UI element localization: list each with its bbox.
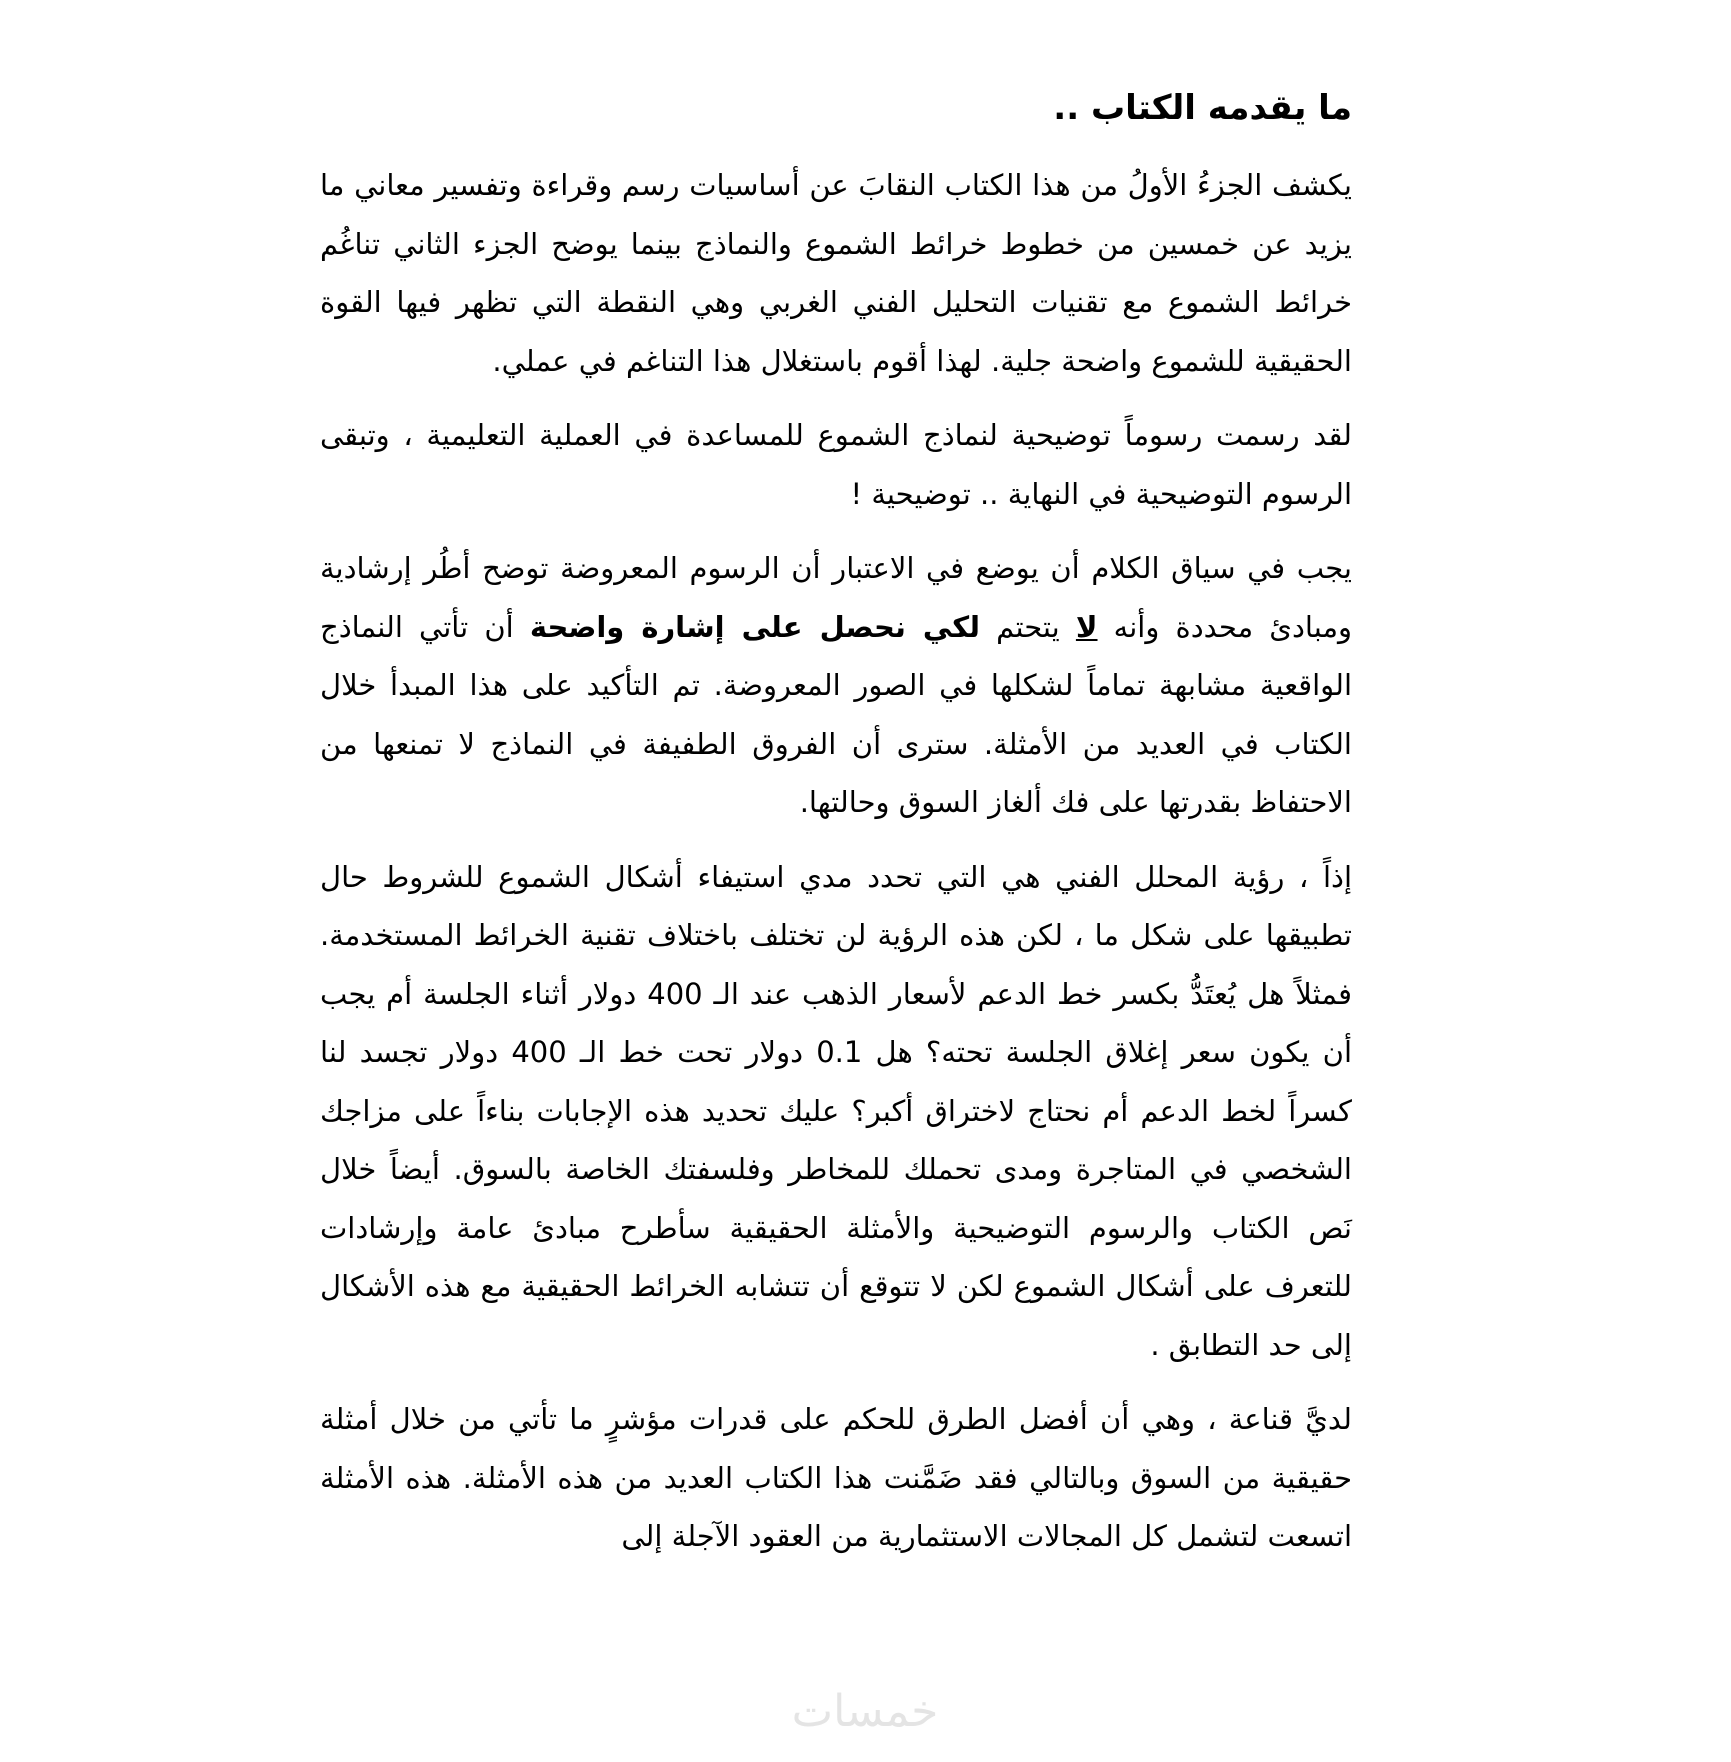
- emphasis-bold-clear-signal: لكي نحصل على إشارة واضحة: [529, 609, 980, 644]
- paragraph-3-part-3: أن تأتي النماذج الواقعية مشابهة تماماً لشكلها في الصور المعروضة. تم التأكيد على هذا المبدأ خلال الكتاب في العديد من الأمثلة. سترى أن الفروق الطفيفة في النماذج لا تمنعها من الاحتفاظ بقدرتها على فك ألغاز السوق وحالتها.: [320, 609, 1352, 819]
- paragraph-2: لقد رسمت رسوماً توضيحية لنماذج الشموع للمساعدة في العملية التعليمية ، وتبقى الرسوم التوضيحية في النهاية .. توضيحية !: [320, 418, 1352, 511]
- paragraph-5: لديَّ قناعة ، وهي أن أفضل الطرق للحكم على قدرات مؤشرٍ ما تأتي من خلال أمثلة حقيقية من السوق وبالتالي فقد ضَمَّنت هذا الكتاب العديد من هذه الأمثلة. هذه الأمثلة اتسعت لتشمل كل المجالات الاستثمارية من العقود الآجلة إلى: [320, 1402, 1352, 1553]
- document-page: [320, 80, 1352, 1582]
- paragraph-3: [320, 539, 1352, 832]
- paragraph-3-part-2: يتحتم: [979, 609, 1076, 644]
- emphasis-underlined-no: لا: [1075, 609, 1098, 644]
- paragraph-3-part-1: يجب في سياق الكلام أن يوضع في الاعتبار أن الرسوم المعروضة توضح أطُر إرشادية ومبادئ محددة وأنه: [320, 551, 1352, 644]
- section-heading: ما يقدمه الكتاب ..: [1053, 88, 1352, 128]
- paragraph-4: إذاً ، رؤية المحلل الفني هي التي تحدد مدي استيفاء أشكال الشموع للشروط حال تطبيقها على شكل ما ، لكن هذه الرؤية لن تختلف باختلاف تقنية الخرائط المستخدمة. فمثلاً هل يُعتَدُّ بكسر خط الدعم لأسعار الذهب عند الـ 400 دولار أثناء الجلسة أم يجب أن يكون سعر إغلاق الجلسة تحته؟ هل 0.1 دولار تحت خط الـ 400 دولار تجسد لنا كسراً لخط الدعم أم نحتاج لاختراق أكبر؟ عليك تحديد هذه الإجابات بناءاً على مزاجك الشخصي في المتاجرة ومدى تحملك للمخاطر وفلسفتك الخاصة بالسوق. أيضاً خلال نَص الكتاب والرسوم التوضيحية والأمثلة الحقيقية سأطرح مبادئ عامة وإرشادات للتعرف على أشكال الشموع لكن لا تتوقع أن تتشابه الخرائط الحقيقية مع هذه الأشكال إلى حد التطابق .: [320, 859, 1352, 1362]
- watermark-logo: خمسات: [791, 1686, 939, 1737]
- paragraph-1: يكشف الجزءُ الأولُ من هذا الكتاب النقابَ عن أساسيات رسم وقراءة وتفسير معاني ما يزيد عن خمسين من خطوط خرائط الشموع والنماذج بينما يوضح الجزء الثاني تناغُم خرائط الشموع مع تقنيات التحليل الفني الغربي وهي النقطة التي تظهر فيها القوة الحقيقية للشموع واضحة جلية. لهذا أقوم باستغلال هذا التناغم في عملي.: [320, 168, 1352, 378]
